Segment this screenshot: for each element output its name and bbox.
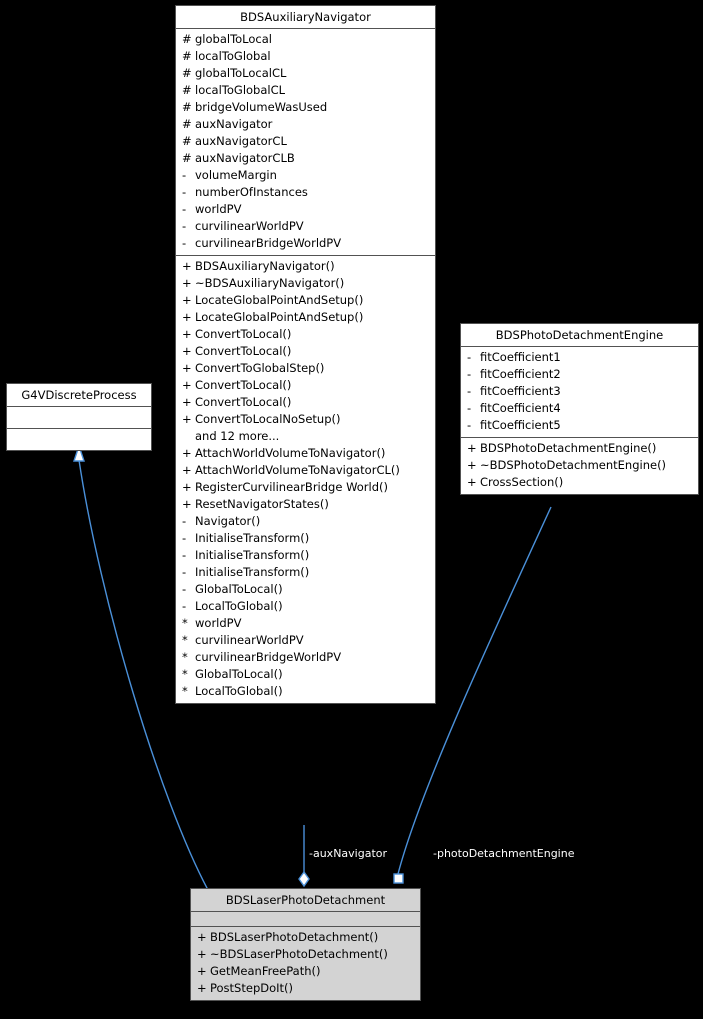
visibility-marker: +	[182, 361, 192, 375]
method-row	[176, 649, 435, 666]
attribute-name: globalToLocal	[195, 32, 272, 46]
visibility-marker: +	[182, 259, 192, 273]
method-row	[176, 683, 435, 700]
attribute-name: fitCoefficient4	[480, 401, 561, 415]
method-row	[461, 474, 698, 491]
attribute-row	[176, 116, 435, 133]
method-name: Navigator()	[195, 514, 261, 528]
visibility-marker: +	[197, 930, 207, 944]
attribute-name: volumeMargin	[195, 168, 277, 182]
visibility-marker: +	[467, 441, 477, 455]
method-name: ConvertToLocal()	[195, 395, 292, 409]
attribute-row	[176, 31, 435, 48]
visibility-marker: +	[467, 458, 477, 472]
visibility-marker: #	[182, 32, 192, 46]
method-row	[176, 445, 435, 462]
visibility-marker: +	[182, 395, 192, 409]
visibility-marker: +	[182, 463, 192, 477]
method-name: GetMeanFreePath()	[210, 964, 321, 978]
visibility-marker: +	[182, 293, 192, 307]
method-row	[176, 496, 435, 513]
visibility-marker: +	[182, 497, 192, 511]
method-row	[176, 411, 435, 428]
attribute-row	[176, 82, 435, 99]
class-box-bdsphotodetachmentengine[interactable]	[460, 323, 699, 495]
visibility-marker: +	[197, 981, 207, 995]
visibility-marker: *	[182, 650, 188, 664]
visibility-marker: +	[197, 964, 207, 978]
method-row	[176, 326, 435, 343]
attribute-row	[176, 235, 435, 252]
method-row	[176, 598, 435, 615]
method-name: CrossSection()	[480, 475, 564, 489]
method-name: ConvertToLocal()	[195, 327, 292, 341]
method-name: InitialiseTransform()	[195, 548, 310, 562]
attribute-row	[461, 349, 698, 366]
visibility-marker: +	[182, 412, 192, 426]
visibility-marker: +	[182, 310, 192, 324]
method-row	[176, 275, 435, 292]
method-row	[191, 929, 420, 946]
method-name: curvilinearBridgeWorldPV	[195, 650, 342, 664]
visibility-marker: +	[197, 947, 207, 961]
method-row	[191, 980, 420, 997]
attribute-name: numberOfInstances	[195, 185, 308, 199]
method-name: GlobalToLocal()	[195, 667, 283, 681]
method-name: ConvertToLocalNoSetup()	[195, 412, 341, 426]
visibility-marker: -	[182, 582, 187, 596]
method-name: and 12 more...	[195, 429, 280, 443]
visibility-marker: -	[182, 185, 187, 199]
visibility-marker: *	[182, 667, 188, 681]
method-row	[176, 615, 435, 632]
method-name: BDSLaserPhotoDetachment()	[210, 930, 379, 944]
method-row	[191, 963, 420, 980]
visibility-marker: -	[182, 514, 187, 528]
method-row	[176, 462, 435, 479]
attribute-name: localToGlobal	[195, 49, 271, 63]
visibility-marker: -	[467, 384, 472, 398]
class-attributes-g4vdiscreteprocess	[7, 407, 151, 428]
class-attributes-bdsauxiliarynavigator	[176, 29, 435, 255]
class-box-g4vdiscreteprocess[interactable]	[6, 383, 152, 451]
attribute-name: localToGlobalCL	[195, 83, 286, 97]
visibility-marker: #	[182, 151, 192, 165]
visibility-marker: #	[182, 117, 192, 131]
method-row	[176, 547, 435, 564]
method-name: PostStepDoIt()	[210, 981, 294, 995]
class-title-bdsauxiliarynavigator: BDSAuxiliaryNavigator	[240, 10, 371, 24]
edge-label-photodetachmentengine: -photoDetachmentEngine	[433, 847, 575, 860]
attribute-row	[461, 383, 698, 400]
method-name: LocateGlobalPointAndSetup()	[195, 293, 364, 307]
method-row-more	[176, 428, 435, 445]
method-name: ~BDSPhotoDetachmentEngine()	[480, 458, 667, 472]
visibility-marker: -	[467, 401, 472, 415]
association-square-photodetachmentengine	[394, 874, 403, 883]
method-row	[176, 513, 435, 530]
method-name: InitialiseTransform()	[195, 565, 310, 579]
class-title-g4vdiscreteprocess: G4VDiscreteProcess	[21, 388, 137, 402]
method-row	[176, 564, 435, 581]
aggregation-diamond-auxnavigator	[299, 872, 309, 886]
class-box-bdslaserphotodetachment[interactable]	[190, 888, 421, 1001]
visibility-marker: -	[182, 168, 187, 182]
class-box-bdsauxiliarynavigator[interactable]	[175, 5, 436, 704]
method-row	[176, 530, 435, 547]
visibility-marker: #	[182, 100, 192, 114]
visibility-marker: -	[182, 565, 187, 579]
class-title-bdsphotodetachmentengine: BDSPhotoDetachmentEngine	[495, 328, 664, 342]
attribute-row	[461, 417, 698, 434]
method-name: LocateGlobalPointAndSetup()	[195, 310, 364, 324]
method-row	[461, 440, 698, 457]
visibility-marker: +	[182, 446, 192, 460]
method-name: curvilinearWorldPV	[195, 633, 304, 647]
visibility-marker: #	[182, 66, 192, 80]
visibility-marker: -	[182, 599, 187, 613]
class-methods-bdsauxiliarynavigator	[176, 256, 435, 703]
attribute-row	[176, 218, 435, 235]
visibility-marker: +	[182, 276, 192, 290]
attribute-name: auxNavigatorCL	[195, 134, 287, 148]
method-name: ConvertToLocal()	[195, 344, 292, 358]
attribute-name: bridgeVolumeWasUsed	[195, 100, 328, 114]
class-attributes-bdsphotodetachmentengine	[461, 347, 698, 437]
visibility-marker: -	[182, 202, 187, 216]
attribute-name: auxNavigator	[195, 117, 273, 131]
attribute-name: fitCoefficient2	[480, 367, 561, 381]
attribute-name: curvilinearBridgeWorldPV	[195, 236, 342, 250]
attribute-name: fitCoefficient5	[480, 418, 561, 432]
visibility-marker: -	[467, 350, 472, 364]
method-name: AttachWorldVolumeToNavigator()	[195, 446, 386, 460]
class-methods-bdsphotodetachmentengine	[461, 438, 698, 494]
attribute-name: globalToLocalCL	[195, 66, 287, 80]
class-methods-bdslaserphotodetachment	[191, 927, 420, 1000]
attribute-row	[176, 201, 435, 218]
method-name: AttachWorldVolumeToNavigatorCL()	[195, 463, 400, 477]
visibility-marker: *	[182, 684, 188, 698]
method-name: BDSAuxiliaryNavigator()	[195, 259, 335, 273]
method-name: ConvertToLocal()	[195, 378, 292, 392]
attribute-name: auxNavigatorCLB	[195, 151, 295, 165]
method-name: ConvertToGlobalStep()	[195, 361, 325, 375]
method-row	[176, 292, 435, 309]
attribute-name: worldPV	[195, 202, 242, 216]
attribute-row	[176, 99, 435, 116]
attribute-row	[176, 184, 435, 201]
class-attributes-bdslaserphotodetachment	[191, 912, 420, 926]
method-name: GlobalToLocal()	[195, 582, 283, 596]
attribute-row	[461, 400, 698, 417]
attribute-row	[176, 65, 435, 82]
method-name: worldPV	[195, 616, 242, 630]
method-row	[191, 946, 420, 963]
attribute-name: curvilinearWorldPV	[195, 219, 304, 233]
attribute-name: fitCoefficient3	[480, 384, 561, 398]
method-name: ~BDSAuxiliaryNavigator()	[195, 276, 345, 290]
method-row	[461, 457, 698, 474]
method-row	[176, 394, 435, 411]
visibility-marker: -	[182, 219, 187, 233]
visibility-marker: +	[182, 327, 192, 341]
visibility-marker: #	[182, 134, 192, 148]
visibility-marker: -	[182, 531, 187, 545]
method-row	[176, 377, 435, 394]
method-row	[176, 360, 435, 377]
visibility-marker: *	[182, 633, 188, 647]
attribute-row	[461, 366, 698, 383]
method-name: RegisterCurvilinearBridge World()	[195, 480, 388, 494]
visibility-marker: +	[467, 475, 477, 489]
visibility-marker: -	[467, 418, 472, 432]
visibility-marker: +	[182, 480, 192, 494]
class-title-bdslaserphotodetachment: BDSLaserPhotoDetachment	[225, 893, 386, 907]
method-row	[176, 581, 435, 598]
method-row	[176, 632, 435, 649]
method-row	[176, 479, 435, 496]
visibility-marker: -	[182, 548, 187, 562]
class-methods-g4vdiscreteprocess	[7, 429, 151, 450]
method-name: BDSPhotoDetachmentEngine()	[480, 441, 657, 455]
visibility-marker: -	[467, 367, 472, 381]
method-row	[176, 343, 435, 360]
edge-label-auxnavigator: -auxNavigator	[309, 847, 388, 860]
attribute-name: fitCoefficient1	[480, 350, 561, 364]
method-row	[176, 309, 435, 326]
attribute-row	[176, 167, 435, 184]
method-name: ResetNavigatorStates()	[195, 497, 329, 511]
visibility-marker: +	[182, 378, 192, 392]
visibility-marker: #	[182, 83, 192, 97]
method-name: LocalToGlobal()	[195, 599, 283, 613]
attribute-row	[176, 150, 435, 167]
method-name: LocalToGlobal()	[195, 684, 283, 698]
method-row	[176, 666, 435, 683]
visibility-marker: +	[182, 344, 192, 358]
attribute-row	[176, 133, 435, 150]
attribute-row	[176, 48, 435, 65]
visibility-marker: *	[182, 616, 188, 630]
method-row	[176, 258, 435, 275]
method-name: InitialiseTransform()	[195, 531, 310, 545]
visibility-marker: #	[182, 49, 192, 63]
method-name: ~BDSLaserPhotoDetachment()	[210, 947, 388, 961]
visibility-marker: -	[182, 236, 187, 250]
